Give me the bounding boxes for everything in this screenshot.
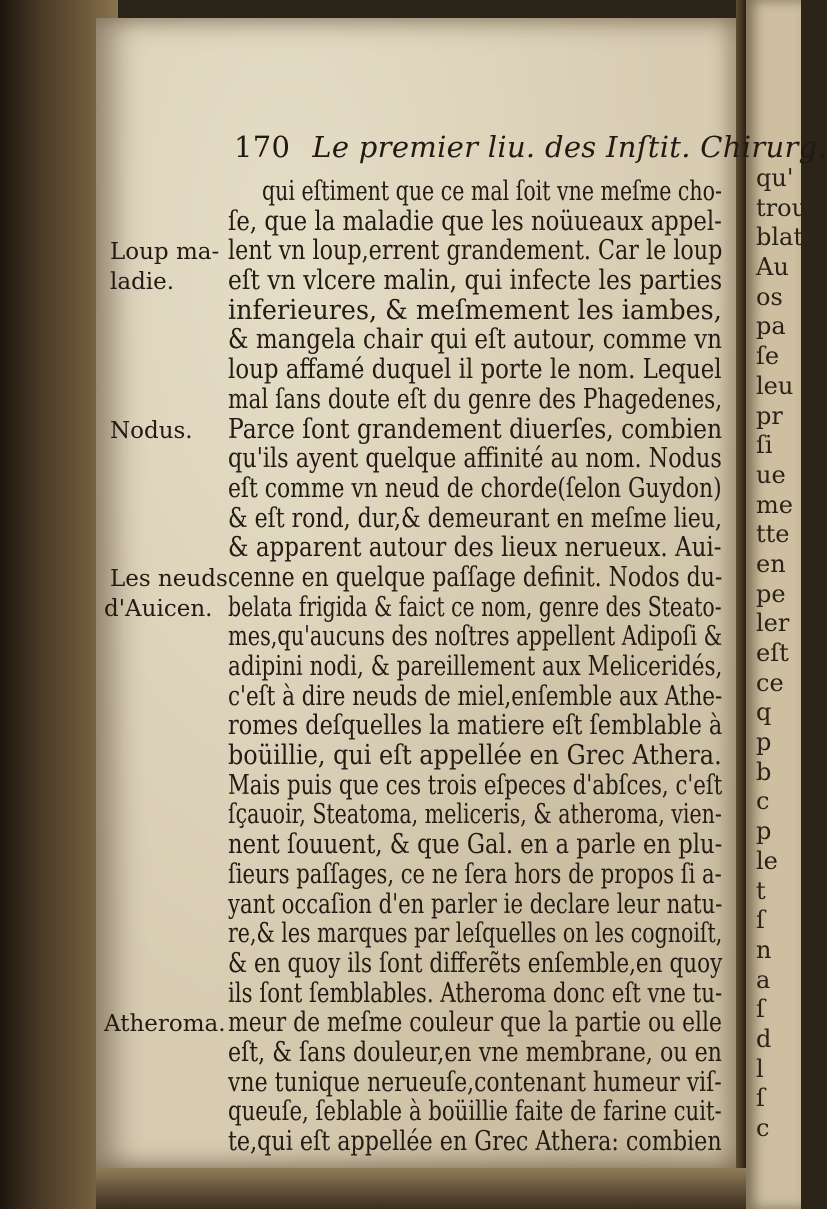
margin-note: d'Auicen. xyxy=(104,596,213,622)
text-line: queuſe, ſeblable à boüillie faite de farine cuit- xyxy=(228,1095,722,1127)
page-bottom-shadow xyxy=(96,1168,746,1209)
text-line: te,qui eſt appellée en Grec Athera: combien xyxy=(228,1125,722,1157)
margin-note: Les neuds xyxy=(110,566,228,592)
text-line: ſieurs paſſages, ce ne ſera hors de propos ſi a- xyxy=(228,858,722,890)
facing-page-fragment: ſi xyxy=(756,431,773,459)
text-line: eſt vn vlcere malin, qui infecte les parties xyxy=(228,264,723,296)
facing-page-fragment: en xyxy=(756,550,786,578)
facing-page-fragment: le xyxy=(756,847,778,875)
facing-page-fragment: d xyxy=(756,1025,772,1053)
facing-page-fragment: eſt xyxy=(756,639,789,667)
facing-page-fragment: me xyxy=(756,491,793,519)
facing-page xyxy=(746,0,808,1209)
text-line: boüillie, qui eſt appellée en Grec Athera. xyxy=(228,739,722,771)
facing-page-fragment: ler xyxy=(756,609,790,637)
running-header xyxy=(234,130,827,164)
facing-page-fragment: t xyxy=(756,877,766,905)
facing-page-fragment: leu xyxy=(756,372,794,400)
text-line: cenne en quelque paſſage definit. Nodos du- xyxy=(228,561,723,593)
facing-page-fragment: l xyxy=(756,1055,764,1083)
text-line: ſçauoir, Steatoma, meliceris, & atheroma, vien- xyxy=(228,798,722,830)
facing-page-fragment: qu' xyxy=(756,164,794,192)
facing-page-fragment: pr xyxy=(756,402,783,430)
text-line: lent vn loup,errent grandement. Car le loup xyxy=(228,234,723,266)
running-title: Le premier liu. des Inſtit. Chirurg. xyxy=(312,130,827,164)
facing-page-fragment: ſe xyxy=(756,342,780,370)
facing-page-fragment: os xyxy=(756,283,783,311)
facing-page-fragment: blat xyxy=(756,223,803,251)
text-line: qui eſtiment que ce mal ſoit vne meſme cho- xyxy=(262,175,722,207)
text-line: eſt, & ſans douleur,en vne membrane, ou en xyxy=(228,1036,722,1068)
facing-page-fragment: ſ xyxy=(756,1084,765,1112)
text-line: Parce ſont grandement diuerſes, combien xyxy=(228,413,723,445)
text-line: & mangela chair qui eſt autour, comme vn xyxy=(228,323,722,355)
text-line: inferieures, & meſmement les iambes, xyxy=(228,294,722,326)
text-line: ſe, que la maladie que les noüueaux appel- xyxy=(228,205,722,237)
text-line: vne tunique nerueuſe,contenant humeur viſ- xyxy=(228,1066,722,1098)
facing-page-fragment: tte xyxy=(756,520,790,548)
margin-note: Nodus. xyxy=(110,418,193,444)
facing-page-fragment: q xyxy=(756,698,772,726)
facing-page-fragment: c xyxy=(756,1114,770,1142)
text-line: adipini nodi, & pareillement aux Meliceridés, xyxy=(228,650,723,682)
facing-page-fragment: Au xyxy=(756,253,789,281)
text-line: romes deſquelles la matiere eſt ſemblable à xyxy=(228,709,723,741)
margin-note: Loup ma- xyxy=(110,239,220,265)
facing-page-fragment: ue xyxy=(756,461,786,489)
facing-page-fragment: b xyxy=(756,758,772,786)
text-line: eſt comme vn neud de chorde(ſelon Guydon) xyxy=(228,472,722,504)
facing-page-fragment: p xyxy=(756,728,772,756)
facing-page-fragment: pa xyxy=(756,312,786,340)
facing-page-fragment: c xyxy=(756,787,770,815)
text-line: nent ſouuent, & que Gal. en a parle en plu- xyxy=(228,828,723,860)
text-line: & apparent autour des lieux nerueux. Aui- xyxy=(228,531,722,563)
text-line: yant occaſion d'en parler ie declare leur natu- xyxy=(228,888,723,920)
text-line: & en quoy ils ſont differẽts enſemble,en quoy xyxy=(228,947,723,979)
text-line: belata frigida & faict ce nom, genre des Steato- xyxy=(228,591,722,623)
facing-page-fragment: n xyxy=(756,936,772,964)
facing-page-fragment: ſ xyxy=(756,906,765,934)
margin-note: Atheroma. xyxy=(104,1011,226,1037)
text-line: mal ſans doute eſt du genre des Phagedenes, xyxy=(228,383,723,415)
text-line: meur de meſme couleur que la partie ou elle xyxy=(228,1006,722,1038)
text-line: Mais puis que ces trois eſpeces d'abſces, c'eſt xyxy=(228,769,723,801)
text-line: ils ſont ſemblables. Atheroma donc eſt vne tu- xyxy=(228,977,723,1009)
text-line: re,& les marques par leſquelles on les cognoiſt, xyxy=(228,917,723,949)
text-line: & eſt rond, dur,& demeurant en meſme lieu, xyxy=(228,502,723,534)
margin-note: ladie. xyxy=(110,269,175,295)
facing-page-fragment: ce xyxy=(756,669,784,697)
facing-page-fragment: ſ xyxy=(756,995,765,1023)
facing-page-fragment: trou xyxy=(756,194,808,222)
text-line: mes,qu'aucuns des noſtres appellent Adipoſi & xyxy=(228,620,723,652)
text-line: qu'ils ayent quelque affinité au nom. Nodus xyxy=(228,442,722,474)
text-line: c'eſt à dire neuds de miel,enſemble aux Athe- xyxy=(228,680,723,712)
book-fold xyxy=(736,0,746,1209)
page-number: 170 xyxy=(234,130,291,164)
facing-page-fragment: pe xyxy=(756,580,786,608)
facing-page-fragment: a xyxy=(756,966,771,994)
facing-page-fragment: p xyxy=(756,817,772,845)
text-line: loup affamé duquel il porte le nom. Lequel xyxy=(228,353,722,385)
